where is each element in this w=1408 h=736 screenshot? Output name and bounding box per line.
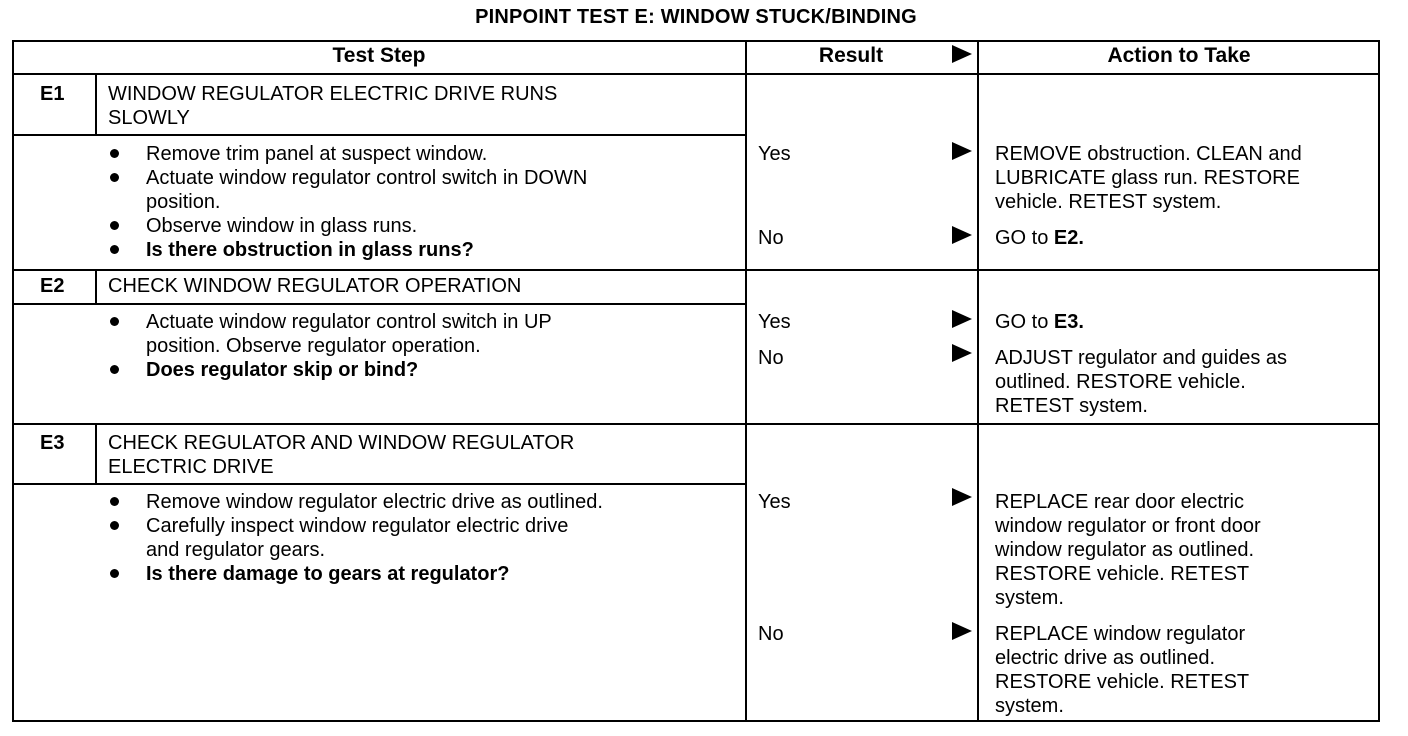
action-e2-no-line3: RETEST system. — [995, 395, 1148, 417]
result-e1-yes: Yes — [758, 143, 791, 165]
step-id-e3: E3 — [40, 432, 65, 454]
step-heading-divider-e2 — [14, 303, 745, 305]
step-e3-bullet-2-line2: and regulator gears. — [146, 539, 326, 561]
step-heading-e3-line2: ELECTRIC DRIVE — [108, 456, 274, 478]
step-e1-bullet-2-line2: position. — [146, 191, 221, 213]
step-e3-bullet-2-line1: Carefully inspect window regulator electric drive — [146, 515, 569, 537]
arrow-icon — [952, 310, 972, 328]
step-id-divider-e1 — [95, 74, 97, 134]
result-e2-no: No — [758, 347, 784, 369]
step-e1-bullet-3: Observe window in glass runs. — [146, 215, 418, 237]
column-divider-action — [977, 40, 979, 722]
action-e3-yes-line4: RESTORE vehicle. RETEST — [995, 563, 1250, 585]
bullet-icon — [110, 173, 119, 182]
arrow-icon — [952, 344, 972, 362]
bullet-icon — [110, 497, 119, 506]
action-e3-yes-line5: system. — [995, 587, 1064, 609]
step-heading-divider-e1 — [14, 134, 745, 136]
action-e3-no-line3: RESTORE vehicle. RETEST — [995, 671, 1250, 693]
step-id-divider-e3 — [95, 424, 97, 484]
step-heading-e2: CHECK WINDOW REGULATOR OPERATION — [108, 275, 522, 297]
action-e1-yes-line3: vehicle. RETEST system. — [995, 191, 1222, 213]
arrow-icon — [952, 488, 972, 506]
bullet-icon — [110, 149, 119, 158]
action-e3-yes-line2: window regulator or front door — [995, 515, 1261, 537]
action-e3-yes-line3: window regulator as outlined. — [995, 539, 1255, 561]
bullet-icon — [110, 569, 119, 578]
step-heading-e1-line1: WINDOW REGULATOR ELECTRIC DRIVE RUNS — [108, 83, 558, 105]
result-e3-yes: Yes — [758, 491, 791, 513]
step-e1-question: Is there obstruction in glass runs? — [146, 239, 474, 261]
action-e3-no-line1: REPLACE window regulator — [995, 623, 1246, 645]
step-e3-bullet-1: Remove window regulator electric drive as outlined. — [146, 491, 603, 513]
header-arrow-icon — [952, 45, 972, 63]
step-heading-divider-e3 — [14, 483, 745, 485]
step-e2-bullet-1-line1: Actuate window regulator control switch in UP — [146, 311, 552, 333]
bullet-icon — [110, 365, 119, 374]
action-e1-no: GO to E2. — [995, 227, 1084, 249]
step-heading-e1-line2: SLOWLY — [108, 107, 190, 129]
header-divider — [12, 73, 1380, 75]
bullet-icon — [110, 521, 119, 530]
step-e1-bullet-1: Remove trim panel at suspect window. — [146, 143, 488, 165]
step-id-divider-e2 — [95, 270, 97, 304]
header-action: Action to Take — [1107, 44, 1251, 67]
bullet-icon — [110, 245, 119, 254]
step-e2-question: Does regulator skip or bind? — [146, 359, 419, 381]
result-e3-no: No — [758, 623, 784, 645]
arrow-icon — [952, 622, 972, 640]
action-e2-yes: GO to E3. — [995, 311, 1084, 333]
action-e2-no-line2: outlined. RESTORE vehicle. — [995, 371, 1246, 393]
step-e1-bullet-2-line1: Actuate window regulator control switch in DOWN — [146, 167, 588, 189]
action-e3-no-line4: system. — [995, 695, 1064, 717]
arrow-icon — [952, 142, 972, 160]
arrow-icon — [952, 226, 972, 244]
result-e2-yes: Yes — [758, 311, 791, 333]
bullet-icon — [110, 221, 119, 230]
step-e2-bullet-1-line2: position. Observe regulator operation. — [146, 335, 481, 357]
action-e1-yes-line2: LUBRICATE glass run. RESTORE — [995, 167, 1300, 189]
step-divider-e1-e2 — [12, 269, 1380, 271]
result-e1-no: No — [758, 227, 784, 249]
bullet-icon — [110, 317, 119, 326]
action-e3-yes-line1: REPLACE rear door electric — [995, 491, 1244, 513]
action-e3-no-line2: electric drive as outlined. — [995, 647, 1216, 669]
column-divider-result — [745, 40, 747, 722]
action-e2-no-line1: ADJUST regulator and guides as — [995, 347, 1288, 369]
step-id-e2: E2 — [40, 275, 65, 297]
step-heading-e3-line1: CHECK REGULATOR AND WINDOW REGULATOR — [108, 432, 575, 454]
action-e1-yes-line1: REMOVE obstruction. CLEAN and — [995, 143, 1302, 165]
page-title: PINPOINT TEST E: WINDOW STUCK/BINDING — [475, 6, 917, 28]
step-e3-question: Is there damage to gears at regulator? — [146, 563, 510, 585]
header-test-step: Test Step — [332, 44, 426, 67]
header-result: Result — [818, 44, 884, 67]
step-divider-e2-e3 — [12, 423, 1380, 425]
step-id-e1: E1 — [40, 83, 65, 105]
